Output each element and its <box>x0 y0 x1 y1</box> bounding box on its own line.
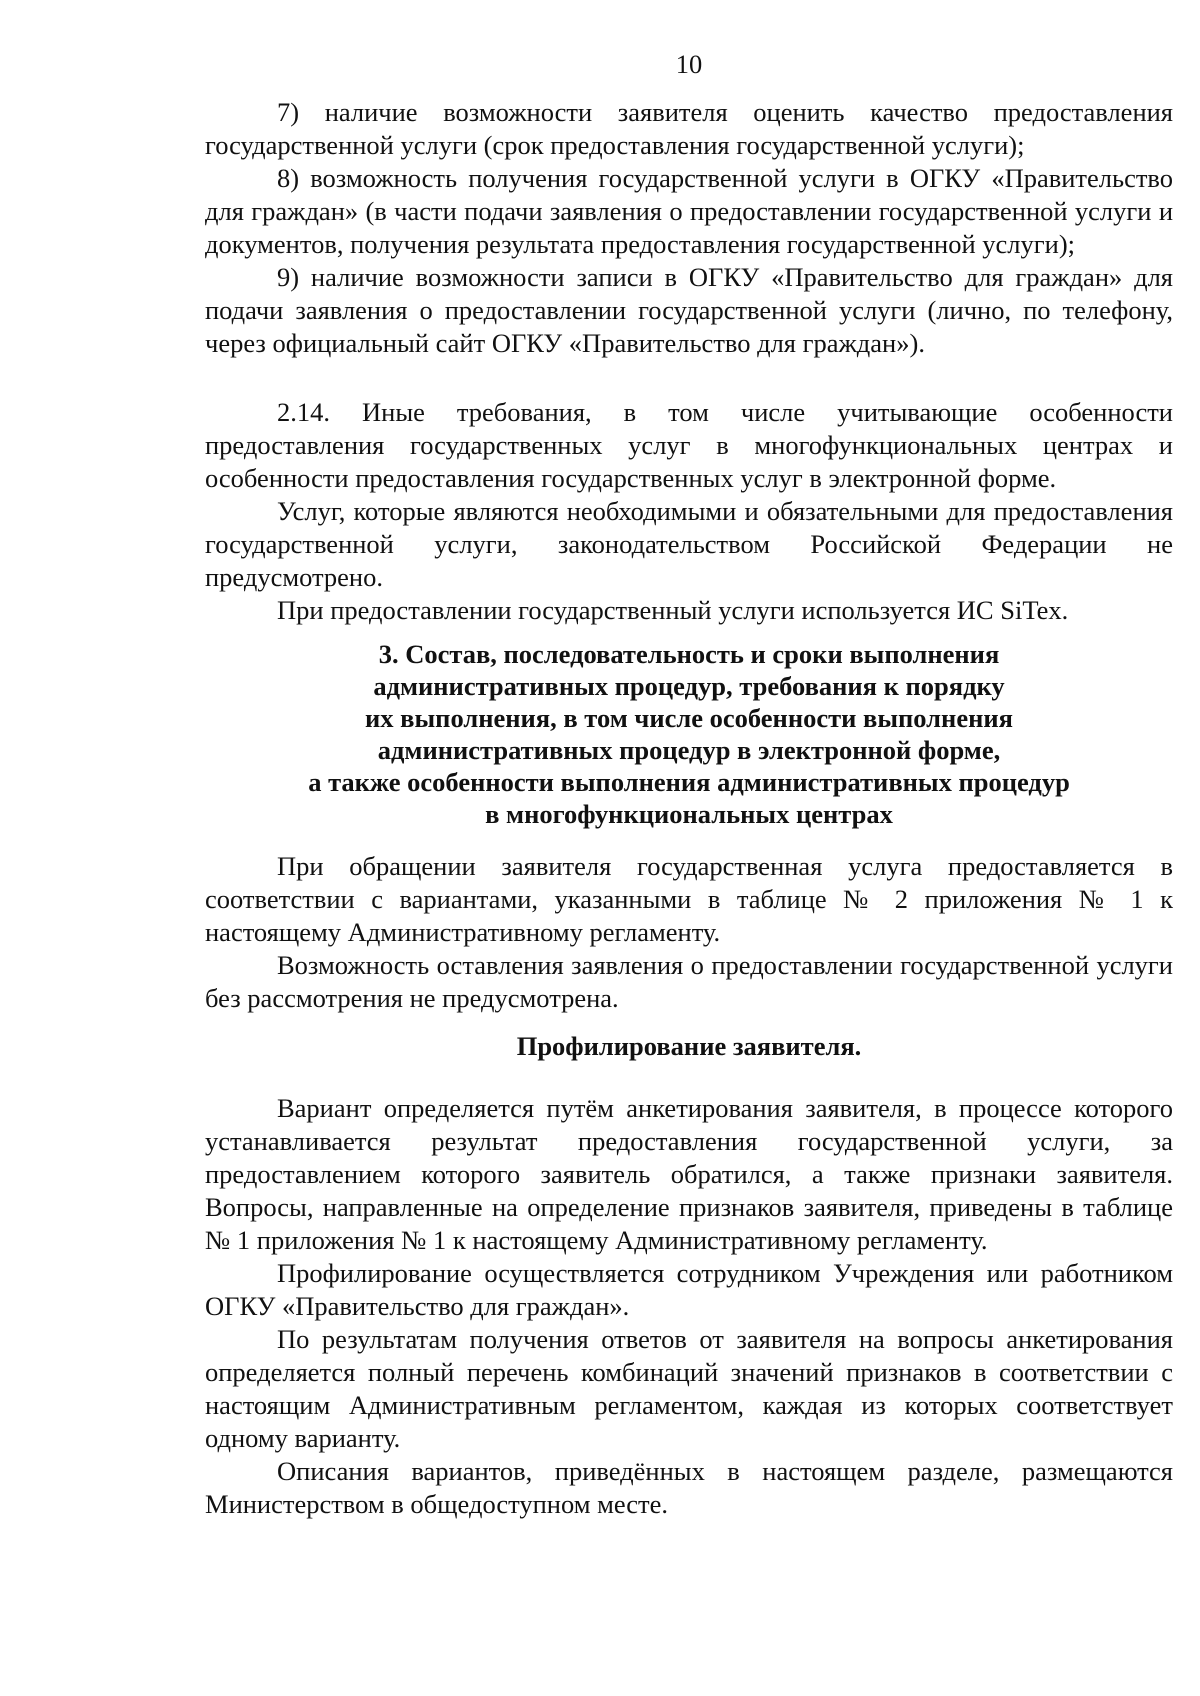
heading-line: административных процедур, требования к порядку <box>373 671 1005 701</box>
heading-line: 3. Состав, последовательность и сроки выполнения <box>378 639 1000 669</box>
heading-line: их выполнения, в том числе особенности выполнения <box>365 703 1013 733</box>
requirements-list <box>205 96 1173 360</box>
page-number: 10 <box>675 49 703 79</box>
section-3-heading <box>205 638 1173 830</box>
list-item-9: 9) наличие возможности записи в ОГКУ «Правительство для граждан» для подачи заявления о предоставлении государственной услуги (лично, по телефону, через официальный сайт ОГКУ «Правительство для граждан»). <box>205 262 1173 358</box>
section-2-14 <box>205 396 1173 627</box>
heading-line: в многофункциональных центрах <box>485 799 893 829</box>
heading-line: а также особенности выполнения административных процедур <box>308 767 1070 797</box>
section-2-14-services: Услуг, которые являются необходимыми и обязательными для предоставления государственной услуги, законодательством Российской Федерации не предусмотрено. <box>205 496 1173 592</box>
profiling-paragraph: Профилирование осуществляется сотрудником Учреждения или работником ОГКУ «Правительство для граждан». <box>205 1258 1173 1321</box>
section-3-body <box>205 850 1173 1015</box>
profiling-paragraph: Вариант определяется путём анкетирования заявителя, в процессе которого устанавливается результат предоставления государственной услуги, за предоставлением которого заявитель обратился, а также признаки заявителя. Вопросы, направленные на определение признаков заявителя, приведены в таблице № 1 приложения № 1 к настоящему Административному регламенту. <box>205 1093 1173 1255</box>
heading-line: административных процедур в электронной форме, <box>377 735 1001 765</box>
profiling-heading: Профилирование заявителя. <box>516 1031 862 1061</box>
section-2-14-intro: 2.14. Иные требования, в том числе учитывающие особенности предоставления государственных услуг в многофункциональных центрах и особенности предоставления государственных услуг в электронной форме. <box>205 397 1173 493</box>
list-item-8: 8) возможность получения государственной услуги в ОГКУ «Правительство для граждан» (в части подачи заявления о предоставлении государственной услуги и документов, получения результата предоставления государственной услуги); <box>205 163 1173 259</box>
section-3-paragraph: Возможность оставления заявления о предоставлении государственной услуги без рассмотрения не предусмотрена. <box>205 950 1173 1013</box>
section-3-paragraph: При обращении заявителя государственная услуга предоставляется в соответствии с вариантами, указанными в таблице № 2 приложения № 1 к настоящему Административному регламенту. <box>205 851 1173 947</box>
profiling-paragraph: Описания вариантов, приведённых в настоящем разделе, размещаются Министерством в общедоступном месте. <box>205 1456 1173 1519</box>
profiling-paragraph: По результатам получения ответов от заявителя на вопросы анкетирования определяется полный перечень комбинаций значений признаков в соответствии с настоящим Административным регламентом, каждая из которых соответствует одному варианту. <box>205 1324 1173 1453</box>
section-2-14-system: При предоставлении государственный услуги используется ИС SiTex. <box>277 595 1069 625</box>
list-item-7: 7) наличие возможности заявителя оценить качество предоставления государственной услуги (срок предоставления государственной услуги); <box>205 97 1173 160</box>
profiling-body <box>205 1092 1173 1521</box>
